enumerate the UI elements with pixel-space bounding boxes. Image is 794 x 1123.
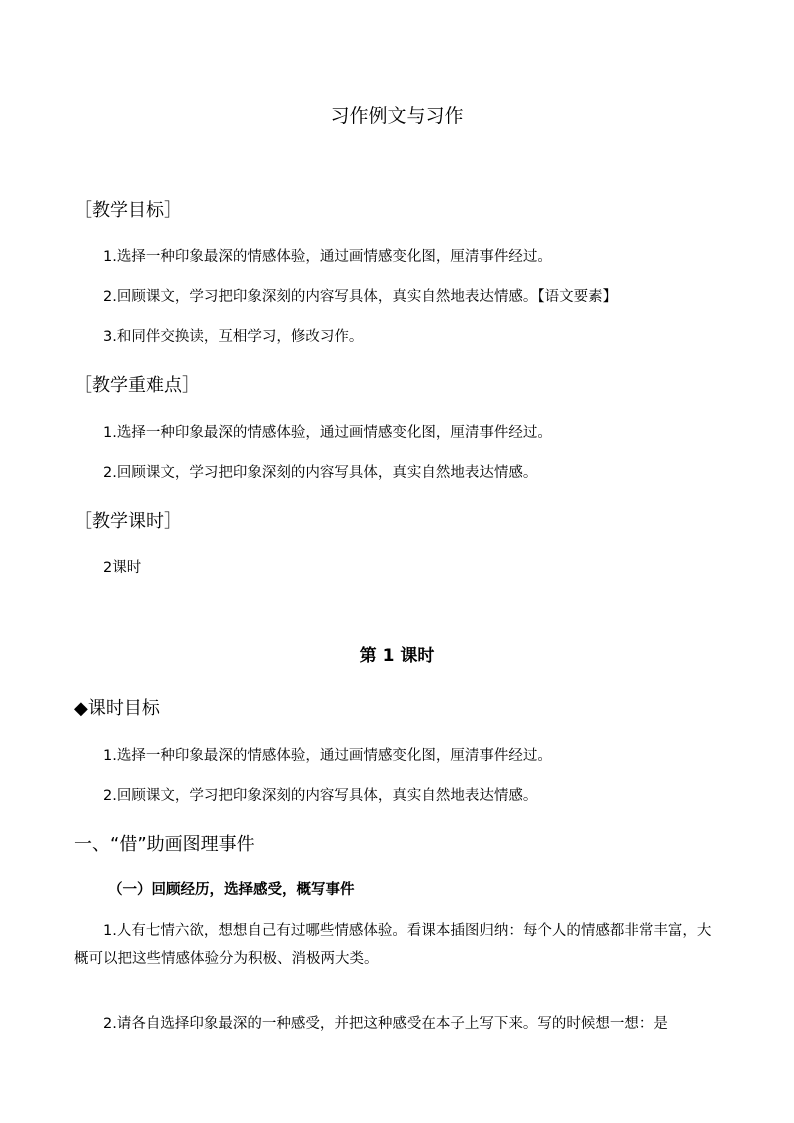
teaching-goal-item: 3.和同伴交换读，互相学习，修改习作。 bbox=[103, 329, 364, 345]
section-heading-class-hours: ［教学课时］ bbox=[74, 511, 182, 532]
lesson-goal-item: 1.选择一种印象最深的情感体验，通过画情感变化图，厘清事件经过。 bbox=[103, 748, 552, 764]
class-hours-value: 2课时 bbox=[103, 560, 142, 576]
part-heading: 一、“借”助画图理事件 bbox=[74, 834, 255, 855]
section-heading-teaching-goals: ［教学目标］ bbox=[74, 200, 182, 221]
document-title: 习作例文与习作 bbox=[330, 105, 464, 127]
section-heading-key-points: ［教学重难点］ bbox=[74, 375, 200, 396]
key-point-item: 1.选择一种印象最深的情感体验，通过画情感变化图，厘清事件经过。 bbox=[103, 425, 552, 441]
lesson-goal-item: 2.回顾课文，学习把印象深刻的内容写具体，真实自然地表达情感。 bbox=[103, 788, 538, 804]
lesson-title: 第 1 课时 bbox=[359, 646, 435, 666]
body-paragraph: 1.人有七情六欲，想想自己有过哪些情感体验。看课本插图归纳：每个人的情感都非常丰富，大概可以把这些情感体验分为积极、消极两大类。 bbox=[74, 923, 712, 967]
body-paragraph: 2.请各自选择印象最深的一种感受，并把这种感受在本子上写下来。写的时候想一想：是 bbox=[103, 1016, 668, 1032]
teaching-goal-item: 1.选择一种印象最深的情感体验，通过画情感变化图，厘清事件经过。 bbox=[103, 249, 552, 265]
sub-heading: （一）回顾经历，选择感受，概写事件 bbox=[108, 882, 355, 898]
lesson-goal-heading: ◆课时目标 bbox=[74, 698, 160, 719]
teaching-goal-item: 2.回顾课文，学习把印象深刻的内容写具体，真实自然地表达情感。【语文要素】 bbox=[103, 289, 618, 305]
key-point-item: 2.回顾课文，学习把印象深刻的内容写具体，真实自然地表达情感。 bbox=[103, 465, 538, 481]
